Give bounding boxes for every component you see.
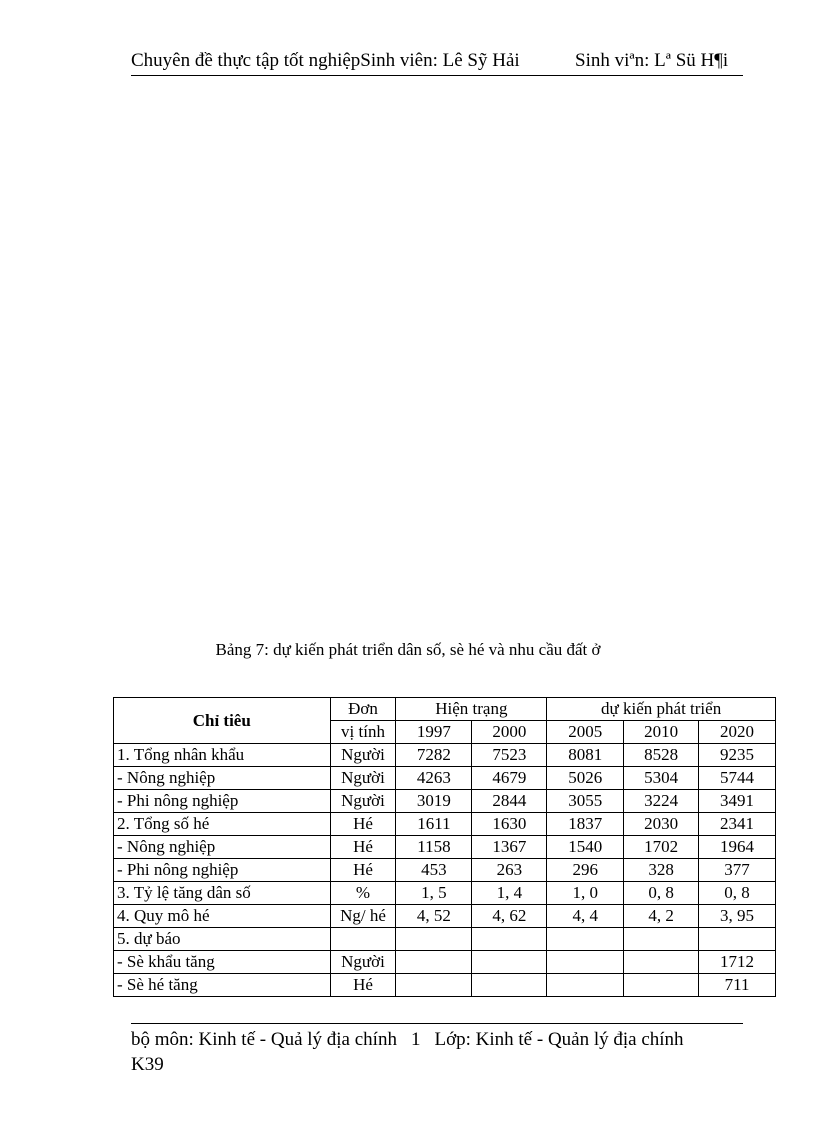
row-value: [624, 951, 699, 974]
row-value: 377: [699, 859, 776, 882]
row-value: 8081: [547, 744, 624, 767]
header-year: 2010: [624, 721, 699, 744]
row-value: 4, 2: [624, 905, 699, 928]
table-row: [114, 905, 776, 928]
row-value: 2030: [624, 813, 699, 836]
row-value: 3055: [547, 790, 624, 813]
population-table: [113, 697, 776, 997]
row-value: 9235: [699, 744, 776, 767]
footer-page-number: 1: [410, 1029, 421, 1050]
table-header-row: [114, 698, 776, 721]
row-value: [547, 951, 624, 974]
row-unit: Hé: [330, 859, 396, 882]
row-unit: Người: [330, 767, 396, 790]
row-label: - Phi nông nghiệp: [114, 790, 331, 813]
row-value: 5304: [624, 767, 699, 790]
row-label: 4. Quy mô hé: [114, 905, 331, 928]
row-value: [472, 951, 547, 974]
row-unit: [330, 928, 396, 951]
footer-class-suffix: K39: [131, 1054, 164, 1075]
page-footer: [131, 1027, 731, 1077]
row-value: [547, 928, 624, 951]
row-value: 4, 62: [472, 905, 547, 928]
header-unit-line2: vị tính: [330, 721, 396, 744]
row-value: 1158: [396, 836, 472, 859]
row-value: 8528: [624, 744, 699, 767]
row-value: [396, 974, 472, 997]
row-value: 3224: [624, 790, 699, 813]
row-value: 2341: [699, 813, 776, 836]
header-criteria: Chỉ tiêu: [114, 698, 331, 744]
header-year: 2020: [699, 721, 776, 744]
row-value: 5744: [699, 767, 776, 790]
row-value: 1, 5: [396, 882, 472, 905]
table-row: [114, 813, 776, 836]
table-row: [114, 882, 776, 905]
header-year: 1997: [396, 721, 472, 744]
row-value: [396, 951, 472, 974]
row-value: 3491: [699, 790, 776, 813]
table-body: [114, 744, 776, 997]
header-year: 2000: [472, 721, 547, 744]
row-label: 3. Tỷ lệ tăng dân số: [114, 882, 331, 905]
row-unit: Hé: [330, 813, 396, 836]
table-row: [114, 974, 776, 997]
table-row: [114, 767, 776, 790]
row-label: - Sè khẩu tăng: [114, 951, 331, 974]
header-unit-line1: Đơn: [330, 698, 396, 721]
row-value: 263: [472, 859, 547, 882]
row-value: 5026: [547, 767, 624, 790]
row-value: [472, 928, 547, 951]
row-label: 5. dự báo: [114, 928, 331, 951]
table-row: [114, 951, 776, 974]
row-value: 1702: [624, 836, 699, 859]
row-value: 4, 4: [547, 905, 624, 928]
row-label: 2. Tổng số hé: [114, 813, 331, 836]
header-left-text: Chuyên đề thực tập tốt nghiệpSinh viên: Lê Sỹ Hải: [131, 50, 520, 71]
row-value: 296: [547, 859, 624, 882]
table-row: [114, 928, 776, 951]
page-header: [131, 48, 743, 76]
row-value: [624, 974, 699, 997]
footer-department: bộ môn: Kinh tế - Quả lý địa chính: [131, 1029, 397, 1050]
row-value: 2844: [472, 790, 547, 813]
row-unit: Hé: [330, 974, 396, 997]
row-label: 1. Tổng nhân khẩu: [114, 744, 331, 767]
row-value: 711: [699, 974, 776, 997]
row-value: 453: [396, 859, 472, 882]
row-value: 4, 52: [396, 905, 472, 928]
row-value: 3019: [396, 790, 472, 813]
row-value: 1712: [699, 951, 776, 974]
header-year: 2005: [547, 721, 624, 744]
row-unit: Ng/ hé: [330, 905, 396, 928]
row-value: 7282: [396, 744, 472, 767]
row-value: 1, 0: [547, 882, 624, 905]
row-value: 4263: [396, 767, 472, 790]
row-value: [699, 928, 776, 951]
row-value: [624, 928, 699, 951]
row-label: - Nông nghiệp: [114, 767, 331, 790]
row-value: 0, 8: [624, 882, 699, 905]
row-value: 7523: [472, 744, 547, 767]
row-value: 1, 4: [472, 882, 547, 905]
table-row: [114, 744, 776, 767]
row-value: 1964: [699, 836, 776, 859]
row-value: 328: [624, 859, 699, 882]
row-unit: Người: [330, 951, 396, 974]
header-current-group: Hiện trạng: [396, 698, 547, 721]
row-unit: %: [330, 882, 396, 905]
footer-divider: [131, 1023, 743, 1024]
row-value: 1837: [547, 813, 624, 836]
row-value: 3, 95: [699, 905, 776, 928]
row-unit: Người: [330, 790, 396, 813]
row-label: - Phi nông nghiệp: [114, 859, 331, 882]
row-value: [396, 928, 472, 951]
row-value: 1540: [547, 836, 624, 859]
row-unit: Người: [330, 744, 396, 767]
row-value: 0, 8: [699, 882, 776, 905]
row-value: [472, 974, 547, 997]
table-row: [114, 859, 776, 882]
footer-class: Lớp: Kinh tế - Quản lý địa chính: [434, 1029, 684, 1050]
table-row: [114, 790, 776, 813]
table-row: [114, 836, 776, 859]
row-label: - Nông nghiệp: [114, 836, 331, 859]
row-value: 1611: [396, 813, 472, 836]
row-value: 1367: [472, 836, 547, 859]
row-unit: Hé: [330, 836, 396, 859]
row-value: 1630: [472, 813, 547, 836]
row-value: 4679: [472, 767, 547, 790]
row-label: - Sè hé tăng: [114, 974, 331, 997]
header-forecast-group: dự kiến phát triển: [547, 698, 776, 721]
table-caption: Bảng 7: dự kiến phát triển dân số, sè hé và nhu cầu đất ở: [215, 640, 601, 659]
row-value: [547, 974, 624, 997]
header-right-text: Sinh viªn: Lª Sü H¶i: [575, 50, 729, 71]
